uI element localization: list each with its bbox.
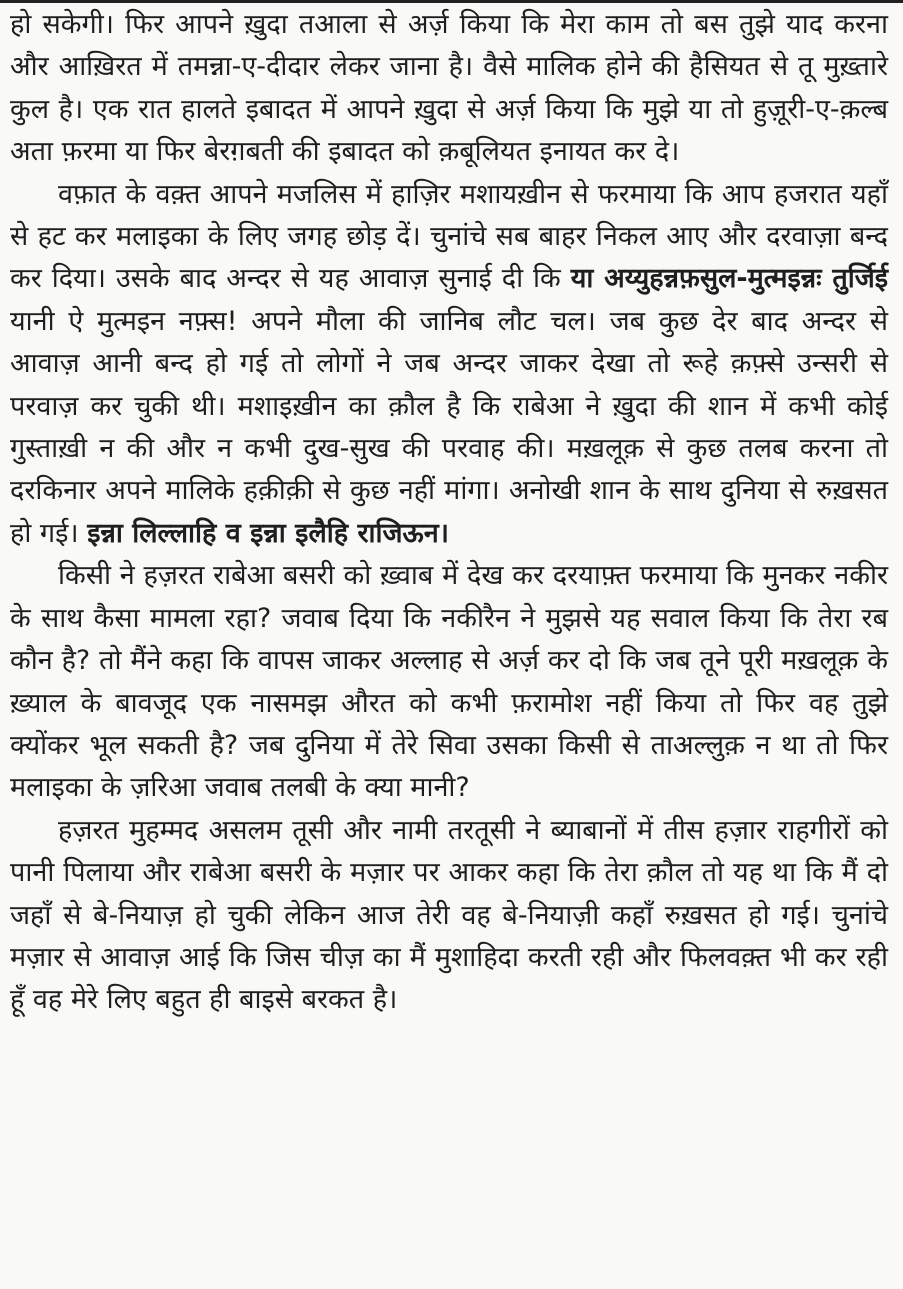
paragraph-4 <box>10 810 888 1022</box>
paragraph-text: किसी ने हज़रत राबेआ बसरी को ख़्वाब में देख कर दरयाफ़्त फरमाया कि मुनकर नकीर के साथ कैसा मामला रहा? जवाब दिया कि नकीरैन ने मुझसे यह सवाल किया कि तेरा रब कौन है? तो मैंने कहा कि वापस जाकर अल्लाह से अर्ज़ कर दो कि जब तूने पूरी मख़लूक़ के ख़्याल के बावजूद एक नासमझ औरत को कभी फ़रामोश नहीं किया तो फिर वह तुझे क्योंकर भूल सकती है? जब दुनिया में तेरे सिवा उसका किसी से ताअल्लुक़ न था तो फिर मलाइका के ज़रिआ जवाब तलबी के क्या मानी? <box>10 560 888 804</box>
page-body-text <box>10 4 888 1022</box>
page-top-rule <box>0 0 903 3</box>
paragraph-text: हो सकेगी। फिर आपने ख़ुदा तआला से अर्ज़ किया कि मेरा काम तो बस तुझे याद करना और आख़िरत में तमन्ना-ए-दीदार लेकर जाना है। वैसे मालिक होने की हैसियत से तू मुख़्तारे कुल है। एक रात हालते इबादत में आपने ख़ुदा से अर्ज़ किया कि मुझे या तो हुज़ूरी-ए-क़ल्ब अता फ़रमा या फिर बेरग़बती की इबादत को क़बूलियत इनायत कर दे। <box>10 9 888 168</box>
arabic-phrase-bold: इन्ना लिल्लाहि व इन्ना इलैहि राजिऊन। <box>87 517 449 549</box>
paragraph-3 <box>10 555 888 809</box>
paragraph-text: यानी ऐ मुत्मइन नफ़्स! अपने मौला की जानिब लौट चल। जब कुछ देर बाद अन्दर से आवाज़ आनी बन्द हो गई तो लोगों ने जब अन्दर जाकर देखा तो रूहे क़फ़्से उन्सरी से परवाज़ कर चुकी थी। मशाइख़ीन का क़ौल है कि राबेआ ने ख़ुदा की शान में कभी कोई गुस्ताख़ी न की और न कभी दुख-सुख की परवाह की। मख़लूक़ से कुछ तलब करना तो दरकिनार अपने मालिके हक़ीक़ी से कुछ नहीं मांगा। अनोखी शान के साथ दुनिया से रुख़सत हो गई। <box>10 305 888 549</box>
arabic-verse-bold: या अय्युहन्नफ़सुल-मुत्मइन्नः तुर्जिई <box>570 263 889 295</box>
paragraph-1 <box>10 4 888 174</box>
paragraph-2 <box>10 174 888 556</box>
paragraph-text: हज़रत मुहम्मद असलम तूसी और नामी तरतूसी ने ब्याबानों में तीस हज़ार राहगीरों को पानी पिलाया और राबेआ बसरी के मज़ार पर आकर कहा कि तेरा क़ौल तो यह था कि मैं दो जहाँ से बे-नियाज़ हो चुकी लेकिन आज तेरी वह बे-नियाज़ी कहाँ रुख़सत हो गई। चुनांचे मज़ार से आवाज़ आई कि जिस चीज़ का मैं मुशाहिदा करती रही और फिलवक़्त भी कर रही हूँ वह मेरे लिए बहुत ही बाइसे बरकत है। <box>10 814 888 1016</box>
paragraph-text: वफ़ात के वक़्त आपने मजलिस में हाज़िर मशायख़ीन से फरमाया कि आप हजरात यहाँ से हट कर मलाइका के लिए जगह छोड़ दें। चुनांचे सब बाहर निकल आए और दरवाज़ा बन्द कर दिया। उसके बाद अन्दर से यह आवाज़ सुनाई दी कि <box>10 178 888 295</box>
